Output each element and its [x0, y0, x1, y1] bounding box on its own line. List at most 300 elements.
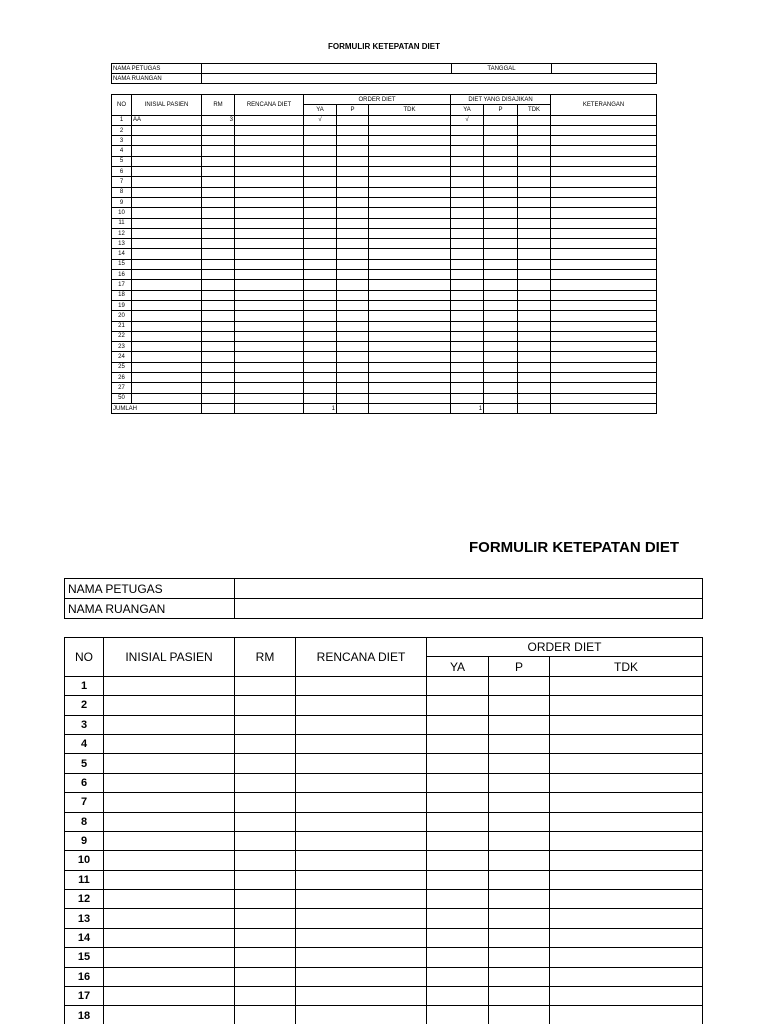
row-rencana[interactable] — [296, 928, 427, 947]
row-saji-ya[interactable] — [451, 146, 484, 156]
row-saji-ya[interactable] — [451, 331, 484, 341]
row-order-tdk[interactable] — [369, 177, 451, 187]
row-order-tdk[interactable] — [369, 352, 451, 362]
row-order-p[interactable] — [337, 187, 369, 197]
row-order-p[interactable] — [337, 167, 369, 177]
row-rm[interactable] — [235, 987, 296, 1006]
row-saji-p[interactable] — [484, 208, 518, 218]
row-saji-ya[interactable] — [451, 177, 484, 187]
row-order-ya[interactable] — [304, 311, 337, 321]
row-order-p[interactable] — [489, 890, 550, 909]
row-inisial[interactable] — [132, 383, 202, 393]
row-rm[interactable] — [202, 352, 235, 362]
row-order-ya[interactable] — [427, 967, 489, 986]
row-saji-p[interactable] — [484, 146, 518, 156]
row-rencana[interactable] — [296, 754, 427, 773]
row-saji-p[interactable] — [484, 167, 518, 177]
row-order-tdk[interactable] — [369, 362, 451, 372]
row-saji-ya[interactable] — [451, 352, 484, 362]
row-rencana[interactable] — [296, 812, 427, 831]
row-inisial[interactable] — [104, 812, 235, 831]
row-rm[interactable] — [235, 967, 296, 986]
row-rencana[interactable] — [296, 987, 427, 1006]
row-rencana[interactable] — [235, 156, 304, 166]
row-saji-ya[interactable] — [451, 259, 484, 269]
row-order-tdk[interactable] — [369, 383, 451, 393]
row-inisial[interactable] — [132, 167, 202, 177]
row-rencana[interactable] — [235, 259, 304, 269]
row-saji-p[interactable] — [484, 125, 518, 135]
row-saji-ya[interactable] — [451, 228, 484, 238]
row-rm[interactable] — [202, 146, 235, 156]
row-saji-tdk[interactable] — [518, 373, 551, 383]
row-order-ya[interactable] — [304, 383, 337, 393]
row-order-p[interactable] — [489, 734, 550, 753]
row-order-p[interactable] — [337, 311, 369, 321]
nama-petugas-field[interactable] — [202, 64, 452, 74]
row-saji-p[interactable] — [484, 393, 518, 403]
row-saji-ya[interactable]: √ — [451, 115, 484, 125]
row-order-p[interactable] — [489, 793, 550, 812]
row-inisial[interactable] — [132, 177, 202, 187]
row-keterangan[interactable] — [551, 136, 657, 146]
row-saji-p[interactable] — [484, 239, 518, 249]
row-order-p[interactable] — [337, 249, 369, 259]
row-order-p[interactable] — [337, 115, 369, 125]
row-inisial[interactable] — [132, 393, 202, 403]
row-saji-ya[interactable] — [451, 342, 484, 352]
row-saji-tdk[interactable] — [518, 280, 551, 290]
row-rencana[interactable] — [235, 280, 304, 290]
row-order-tdk[interactable] — [369, 146, 451, 156]
row-order-tdk[interactable] — [369, 373, 451, 383]
row-saji-tdk[interactable] — [518, 187, 551, 197]
row-saji-p[interactable] — [484, 228, 518, 238]
row-order-tdk[interactable] — [369, 156, 451, 166]
row-saji-tdk[interactable] — [518, 208, 551, 218]
row-order-tdk[interactable] — [369, 280, 451, 290]
row-order-ya[interactable] — [304, 208, 337, 218]
row-order-p[interactable] — [489, 831, 550, 850]
row-rencana[interactable] — [235, 300, 304, 310]
row-rencana[interactable] — [296, 696, 427, 715]
row-saji-tdk[interactable] — [518, 321, 551, 331]
row-keterangan[interactable] — [551, 290, 657, 300]
row-inisial[interactable] — [132, 300, 202, 310]
row-saji-p[interactable] — [484, 136, 518, 146]
row-order-tdk[interactable] — [550, 909, 703, 928]
row-keterangan[interactable] — [551, 146, 657, 156]
row-rencana[interactable] — [296, 890, 427, 909]
row-keterangan[interactable] — [551, 177, 657, 187]
row-rencana[interactable] — [235, 342, 304, 352]
row-order-p[interactable] — [489, 676, 550, 695]
row-order-tdk[interactable] — [369, 342, 451, 352]
row-saji-p[interactable] — [484, 156, 518, 166]
row-rencana[interactable] — [296, 715, 427, 734]
nama-petugas-field[interactable] — [235, 579, 703, 599]
row-order-ya[interactable] — [427, 696, 489, 715]
row-rm[interactable] — [235, 812, 296, 831]
row-order-p[interactable] — [337, 331, 369, 341]
row-saji-p[interactable] — [484, 362, 518, 372]
row-order-ya[interactable] — [427, 870, 489, 889]
row-order-ya[interactable] — [304, 362, 337, 372]
row-saji-tdk[interactable] — [518, 177, 551, 187]
row-order-tdk[interactable] — [550, 793, 703, 812]
row-rm[interactable] — [202, 228, 235, 238]
row-saji-ya[interactable] — [451, 218, 484, 228]
row-inisial[interactable] — [104, 793, 235, 812]
row-keterangan[interactable] — [551, 373, 657, 383]
row-order-tdk[interactable] — [550, 754, 703, 773]
row-saji-p[interactable] — [484, 352, 518, 362]
row-order-p[interactable] — [337, 125, 369, 135]
row-rm[interactable] — [202, 125, 235, 135]
row-order-p[interactable] — [337, 300, 369, 310]
row-order-p[interactable] — [337, 146, 369, 156]
row-rencana[interactable] — [296, 1006, 427, 1024]
row-order-tdk[interactable] — [550, 831, 703, 850]
row-rencana[interactable] — [235, 393, 304, 403]
row-order-p[interactable] — [337, 218, 369, 228]
nama-ruangan-field[interactable] — [202, 74, 657, 84]
row-saji-tdk[interactable] — [518, 249, 551, 259]
row-saji-p[interactable] — [484, 280, 518, 290]
row-rm[interactable] — [202, 136, 235, 146]
row-inisial[interactable] — [132, 156, 202, 166]
row-order-p[interactable] — [337, 280, 369, 290]
row-order-ya[interactable] — [304, 321, 337, 331]
row-order-ya[interactable] — [304, 136, 337, 146]
row-order-p[interactable] — [337, 177, 369, 187]
row-saji-ya[interactable] — [451, 136, 484, 146]
row-order-p[interactable] — [489, 851, 550, 870]
row-keterangan[interactable] — [551, 249, 657, 259]
row-rm[interactable] — [202, 167, 235, 177]
row-order-ya[interactable] — [304, 393, 337, 403]
row-inisial[interactable] — [132, 228, 202, 238]
row-order-tdk[interactable] — [550, 890, 703, 909]
row-saji-ya[interactable] — [451, 270, 484, 280]
row-saji-tdk[interactable] — [518, 342, 551, 352]
row-order-tdk[interactable] — [550, 987, 703, 1006]
row-saji-tdk[interactable] — [518, 218, 551, 228]
row-inisial[interactable] — [132, 311, 202, 321]
row-inisial[interactable] — [132, 208, 202, 218]
row-keterangan[interactable] — [551, 218, 657, 228]
row-rm[interactable] — [202, 208, 235, 218]
row-inisial[interactable] — [132, 249, 202, 259]
row-saji-p[interactable] — [484, 197, 518, 207]
row-order-ya[interactable] — [427, 948, 489, 967]
row-order-ya[interactable] — [304, 197, 337, 207]
row-inisial[interactable] — [104, 928, 235, 947]
row-order-tdk[interactable] — [550, 948, 703, 967]
row-keterangan[interactable] — [551, 125, 657, 135]
row-order-tdk[interactable] — [369, 239, 451, 249]
row-rm[interactable] — [202, 311, 235, 321]
row-inisial[interactable] — [132, 362, 202, 372]
row-saji-tdk[interactable] — [518, 290, 551, 300]
row-rencana[interactable] — [235, 146, 304, 156]
row-rencana[interactable] — [296, 831, 427, 850]
row-saji-ya[interactable] — [451, 311, 484, 321]
row-order-ya[interactable] — [427, 676, 489, 695]
row-rencana[interactable] — [296, 793, 427, 812]
row-rm[interactable] — [235, 734, 296, 753]
row-saji-ya[interactable] — [451, 167, 484, 177]
row-saji-p[interactable] — [484, 259, 518, 269]
row-order-ya[interactable] — [304, 352, 337, 362]
row-rencana[interactable] — [235, 136, 304, 146]
row-order-tdk[interactable] — [550, 967, 703, 986]
row-saji-p[interactable] — [484, 218, 518, 228]
row-order-tdk[interactable] — [369, 270, 451, 280]
row-order-ya[interactable] — [427, 890, 489, 909]
row-keterangan[interactable] — [551, 393, 657, 403]
row-inisial[interactable] — [104, 909, 235, 928]
row-rm[interactable] — [235, 754, 296, 773]
row-order-tdk[interactable] — [369, 259, 451, 269]
row-order-p[interactable] — [337, 259, 369, 269]
row-order-ya[interactable] — [427, 715, 489, 734]
row-rencana[interactable] — [235, 352, 304, 362]
row-saji-ya[interactable] — [451, 187, 484, 197]
row-keterangan[interactable] — [551, 167, 657, 177]
row-order-tdk[interactable] — [550, 696, 703, 715]
row-keterangan[interactable] — [551, 321, 657, 331]
row-rm[interactable] — [235, 773, 296, 792]
row-inisial[interactable] — [104, 734, 235, 753]
row-saji-tdk[interactable] — [518, 270, 551, 280]
row-rm[interactable] — [235, 1006, 296, 1024]
row-order-tdk[interactable] — [550, 851, 703, 870]
row-order-tdk[interactable] — [369, 218, 451, 228]
row-rm[interactable] — [202, 342, 235, 352]
row-inisial[interactable] — [104, 754, 235, 773]
row-order-tdk[interactable] — [369, 197, 451, 207]
row-inisial[interactable] — [132, 270, 202, 280]
row-keterangan[interactable] — [551, 342, 657, 352]
row-order-ya[interactable] — [427, 793, 489, 812]
row-order-p[interactable] — [337, 362, 369, 372]
row-order-p[interactable] — [489, 773, 550, 792]
row-rm[interactable] — [202, 362, 235, 372]
row-rm[interactable] — [235, 793, 296, 812]
row-rencana[interactable] — [235, 331, 304, 341]
row-keterangan[interactable] — [551, 208, 657, 218]
row-inisial[interactable] — [104, 696, 235, 715]
row-rm[interactable] — [235, 696, 296, 715]
row-inisial[interactable] — [132, 187, 202, 197]
row-saji-ya[interactable] — [451, 197, 484, 207]
row-saji-ya[interactable] — [451, 249, 484, 259]
row-inisial[interactable] — [104, 831, 235, 850]
row-order-p[interactable] — [337, 290, 369, 300]
row-saji-p[interactable] — [484, 270, 518, 280]
row-order-ya[interactable] — [304, 280, 337, 290]
row-keterangan[interactable] — [551, 259, 657, 269]
row-saji-tdk[interactable] — [518, 352, 551, 362]
row-order-ya[interactable] — [427, 909, 489, 928]
row-rm[interactable] — [202, 373, 235, 383]
row-rencana[interactable] — [235, 228, 304, 238]
row-rencana[interactable] — [235, 270, 304, 280]
row-rencana[interactable] — [235, 311, 304, 321]
row-inisial[interactable] — [104, 1006, 235, 1024]
row-order-ya[interactable] — [304, 249, 337, 259]
row-inisial[interactable] — [132, 259, 202, 269]
row-order-p[interactable] — [489, 754, 550, 773]
row-rm[interactable] — [235, 676, 296, 695]
row-inisial[interactable] — [104, 948, 235, 967]
row-keterangan[interactable] — [551, 115, 657, 125]
row-inisial[interactable] — [132, 280, 202, 290]
row-rm[interactable] — [202, 156, 235, 166]
row-inisial[interactable] — [104, 987, 235, 1006]
row-order-p[interactable] — [337, 156, 369, 166]
row-order-ya[interactable] — [304, 167, 337, 177]
row-order-ya[interactable] — [304, 187, 337, 197]
row-rencana[interactable] — [296, 948, 427, 967]
row-saji-p[interactable] — [484, 290, 518, 300]
row-order-tdk[interactable] — [550, 812, 703, 831]
row-order-p[interactable] — [489, 967, 550, 986]
row-order-ya[interactable] — [427, 831, 489, 850]
row-order-p[interactable] — [489, 1006, 550, 1024]
row-rm[interactable] — [235, 928, 296, 947]
row-order-tdk[interactable] — [369, 331, 451, 341]
row-order-ya[interactable] — [304, 156, 337, 166]
row-order-ya[interactable] — [427, 812, 489, 831]
row-saji-p[interactable] — [484, 311, 518, 321]
row-saji-ya[interactable] — [451, 208, 484, 218]
row-keterangan[interactable] — [551, 331, 657, 341]
row-saji-ya[interactable] — [451, 383, 484, 393]
row-rm[interactable] — [235, 890, 296, 909]
row-saji-p[interactable] — [484, 331, 518, 341]
row-rm[interactable] — [202, 331, 235, 341]
row-order-p[interactable] — [489, 928, 550, 947]
row-saji-tdk[interactable] — [518, 383, 551, 393]
row-rm[interactable] — [235, 715, 296, 734]
row-saji-p[interactable] — [484, 187, 518, 197]
row-keterangan[interactable] — [551, 280, 657, 290]
row-rencana[interactable] — [235, 383, 304, 393]
row-order-tdk[interactable] — [369, 187, 451, 197]
row-saji-ya[interactable] — [451, 393, 484, 403]
row-rencana[interactable] — [296, 734, 427, 753]
row-saji-ya[interactable] — [451, 362, 484, 372]
row-rencana[interactable] — [235, 167, 304, 177]
row-order-ya[interactable] — [427, 773, 489, 792]
row-rm[interactable] — [202, 270, 235, 280]
row-rencana[interactable] — [235, 290, 304, 300]
row-order-ya[interactable] — [427, 928, 489, 947]
row-rencana[interactable] — [296, 870, 427, 889]
row-order-tdk[interactable] — [369, 290, 451, 300]
row-order-p[interactable] — [337, 352, 369, 362]
row-order-ya[interactable] — [304, 290, 337, 300]
row-saji-tdk[interactable] — [518, 239, 551, 249]
row-inisial[interactable] — [132, 352, 202, 362]
row-order-p[interactable] — [337, 383, 369, 393]
row-keterangan[interactable] — [551, 197, 657, 207]
row-order-ya[interactable] — [304, 270, 337, 280]
row-order-p[interactable] — [337, 321, 369, 331]
row-order-tdk[interactable] — [369, 125, 451, 135]
row-saji-tdk[interactable] — [518, 156, 551, 166]
row-rencana[interactable] — [235, 197, 304, 207]
row-order-tdk[interactable] — [369, 311, 451, 321]
row-order-ya[interactable] — [304, 125, 337, 135]
row-inisial[interactable]: AA — [132, 115, 202, 125]
row-order-p[interactable] — [337, 393, 369, 403]
row-rm[interactable] — [202, 249, 235, 259]
row-keterangan[interactable] — [551, 362, 657, 372]
row-keterangan[interactable] — [551, 300, 657, 310]
row-inisial[interactable] — [132, 136, 202, 146]
row-saji-ya[interactable] — [451, 321, 484, 331]
row-rencana[interactable] — [235, 218, 304, 228]
row-inisial[interactable] — [132, 321, 202, 331]
row-rm[interactable] — [202, 187, 235, 197]
row-order-ya[interactable] — [304, 228, 337, 238]
row-order-ya[interactable] — [427, 851, 489, 870]
row-rencana[interactable] — [296, 967, 427, 986]
row-rencana[interactable] — [296, 676, 427, 695]
row-order-p[interactable] — [337, 342, 369, 352]
row-order-p[interactable] — [489, 987, 550, 1006]
row-rm[interactable] — [202, 383, 235, 393]
row-saji-p[interactable] — [484, 115, 518, 125]
row-saji-tdk[interactable] — [518, 167, 551, 177]
row-rencana[interactable] — [296, 909, 427, 928]
row-rencana[interactable] — [296, 851, 427, 870]
row-order-ya[interactable] — [304, 218, 337, 228]
row-order-tdk[interactable] — [550, 773, 703, 792]
row-order-tdk[interactable] — [369, 393, 451, 403]
row-saji-tdk[interactable] — [518, 146, 551, 156]
row-rm[interactable] — [202, 300, 235, 310]
row-order-ya[interactable] — [427, 754, 489, 773]
row-rencana[interactable] — [235, 125, 304, 135]
row-saji-ya[interactable] — [451, 290, 484, 300]
row-rencana[interactable] — [235, 115, 304, 125]
row-rencana[interactable] — [296, 773, 427, 792]
row-rm[interactable] — [235, 948, 296, 967]
row-rm[interactable] — [202, 290, 235, 300]
row-rm[interactable] — [202, 218, 235, 228]
row-saji-tdk[interactable] — [518, 259, 551, 269]
row-order-tdk[interactable] — [369, 300, 451, 310]
row-order-tdk[interactable] — [550, 734, 703, 753]
row-order-ya[interactable] — [304, 239, 337, 249]
row-order-tdk[interactable] — [369, 136, 451, 146]
row-saji-tdk[interactable] — [518, 197, 551, 207]
row-keterangan[interactable] — [551, 352, 657, 362]
row-order-p[interactable] — [337, 270, 369, 280]
row-keterangan[interactable] — [551, 156, 657, 166]
row-order-ya[interactable] — [304, 342, 337, 352]
row-saji-p[interactable] — [484, 177, 518, 187]
row-saji-ya[interactable] — [451, 300, 484, 310]
row-order-tdk[interactable] — [550, 676, 703, 695]
row-saji-p[interactable] — [484, 321, 518, 331]
row-rencana[interactable] — [235, 239, 304, 249]
row-rencana[interactable] — [235, 187, 304, 197]
